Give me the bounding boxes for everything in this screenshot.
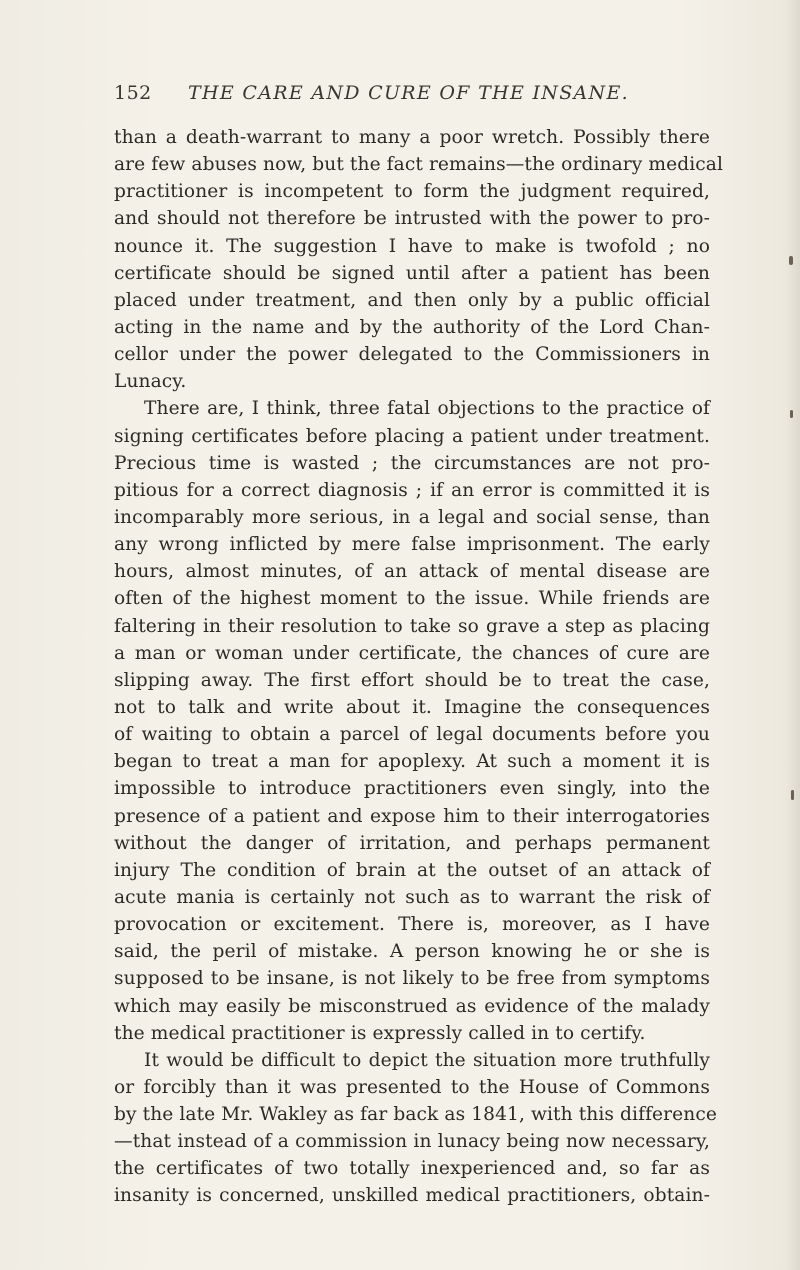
margin-speck	[790, 410, 793, 418]
text-line: than a death-warrant to many a poor wretch. Possibly there	[114, 127, 710, 148]
text-line: presence of a patient and expose him to their interrogatories	[114, 805, 710, 827]
text-line: —that instead of a commission in lunacy being now necessary,	[114, 1131, 710, 1153]
text-line: faltering in their resolution to take so grave a step as placing	[114, 615, 710, 637]
text-line: or forcibly than it was presented to the House of Commons	[114, 1076, 710, 1098]
text-line: the certificates of two totally inexperienced and, so far as	[114, 1158, 710, 1180]
text-line: hours, almost minutes, of an attack of mental disease are	[114, 561, 710, 583]
text-line: practitioner is incompetent to form the judgment required,	[114, 181, 710, 203]
paragraph-start-line: There are, I think, three fatal objections to the practice of	[144, 398, 710, 420]
text-line: a man or woman under certificate, the chances of cure are	[114, 642, 710, 664]
text-line: said, the peril of mistake. A person knowing he or she is	[114, 941, 710, 963]
text-line: are few abuses now, but the fact remains—the ordinary medical	[114, 154, 723, 176]
text-line: insanity is concerned, unskilled medical practitioners, obtain-	[114, 1185, 710, 1207]
text-line: Precious time is wasted ; the circumstances are not pro-	[114, 452, 710, 474]
text-line: pitious for a correct diagnosis ; if an error is committed it is	[114, 479, 710, 501]
page-edge-shadow	[786, 0, 800, 1270]
text-line: not to talk and write about it. Imagine the consequences	[114, 696, 710, 718]
text-line: nounce it. The suggestion I have to make is twofold ; no	[114, 235, 710, 257]
text-line: placed under treatment, and then only by a public official	[114, 289, 710, 311]
text-line: certificate should be signed until after a patient has been	[114, 262, 710, 284]
text-line: acute mania is certainly not such as to warrant the risk of	[114, 886, 710, 908]
page-number: 152	[114, 82, 152, 104]
text-line: and should not therefore be intrusted with the power to pro-	[114, 208, 710, 230]
text-line: provocation or excitement. There is, moreover, as I have	[114, 914, 710, 936]
text-line: which may easily be misconstrued as evidence of the malady	[114, 995, 710, 1017]
text-line: acting in the name and by the authority of the Lord Chan-	[114, 316, 710, 338]
running-title: THE CARE AND CURE OF THE INSANE.	[188, 82, 629, 104]
text-line: any wrong inflicted by mere false imprisonment. The early	[114, 534, 710, 556]
text-line: Lunacy.	[114, 371, 187, 393]
text-line: by the late Mr. Wakley as far back as 1841, with this difference	[114, 1104, 717, 1126]
text-line: injury The condition of brain at the outset of an attack of	[114, 859, 710, 881]
text-line: incomparably more serious, in a legal and social sense, than	[114, 506, 710, 528]
paragraph-start-line: It would be difficult to depict the situation more truthfully	[144, 1049, 710, 1071]
text-line: supposed to be insane, is not likely to be free from symptoms	[114, 968, 710, 990]
margin-speck	[791, 790, 794, 800]
body-text	[114, 124, 723, 1210]
text-line: of waiting to obtain a parcel of legal documents before you	[114, 724, 710, 746]
text-line: began to treat a man for apoplexy. At such a moment it is	[114, 751, 710, 773]
text-line: cellor under the power delegated to the Commissioners in	[114, 344, 710, 366]
text-line: often of the highest moment to the issue. While friends are	[114, 588, 710, 610]
text-line: without the danger of irritation, and perhaps permanent	[114, 832, 710, 854]
text-line: slipping away. The first effort should be to treat the case,	[114, 669, 710, 691]
text-line: impossible to introduce practitioners even singly, into the	[114, 778, 710, 800]
text-line: the medical practitioner is expressly called in to certify.	[114, 1022, 646, 1044]
page-header	[114, 82, 674, 108]
text-line: signing certificates before placing a patient under treatment.	[114, 425, 710, 447]
margin-speck	[789, 256, 793, 265]
